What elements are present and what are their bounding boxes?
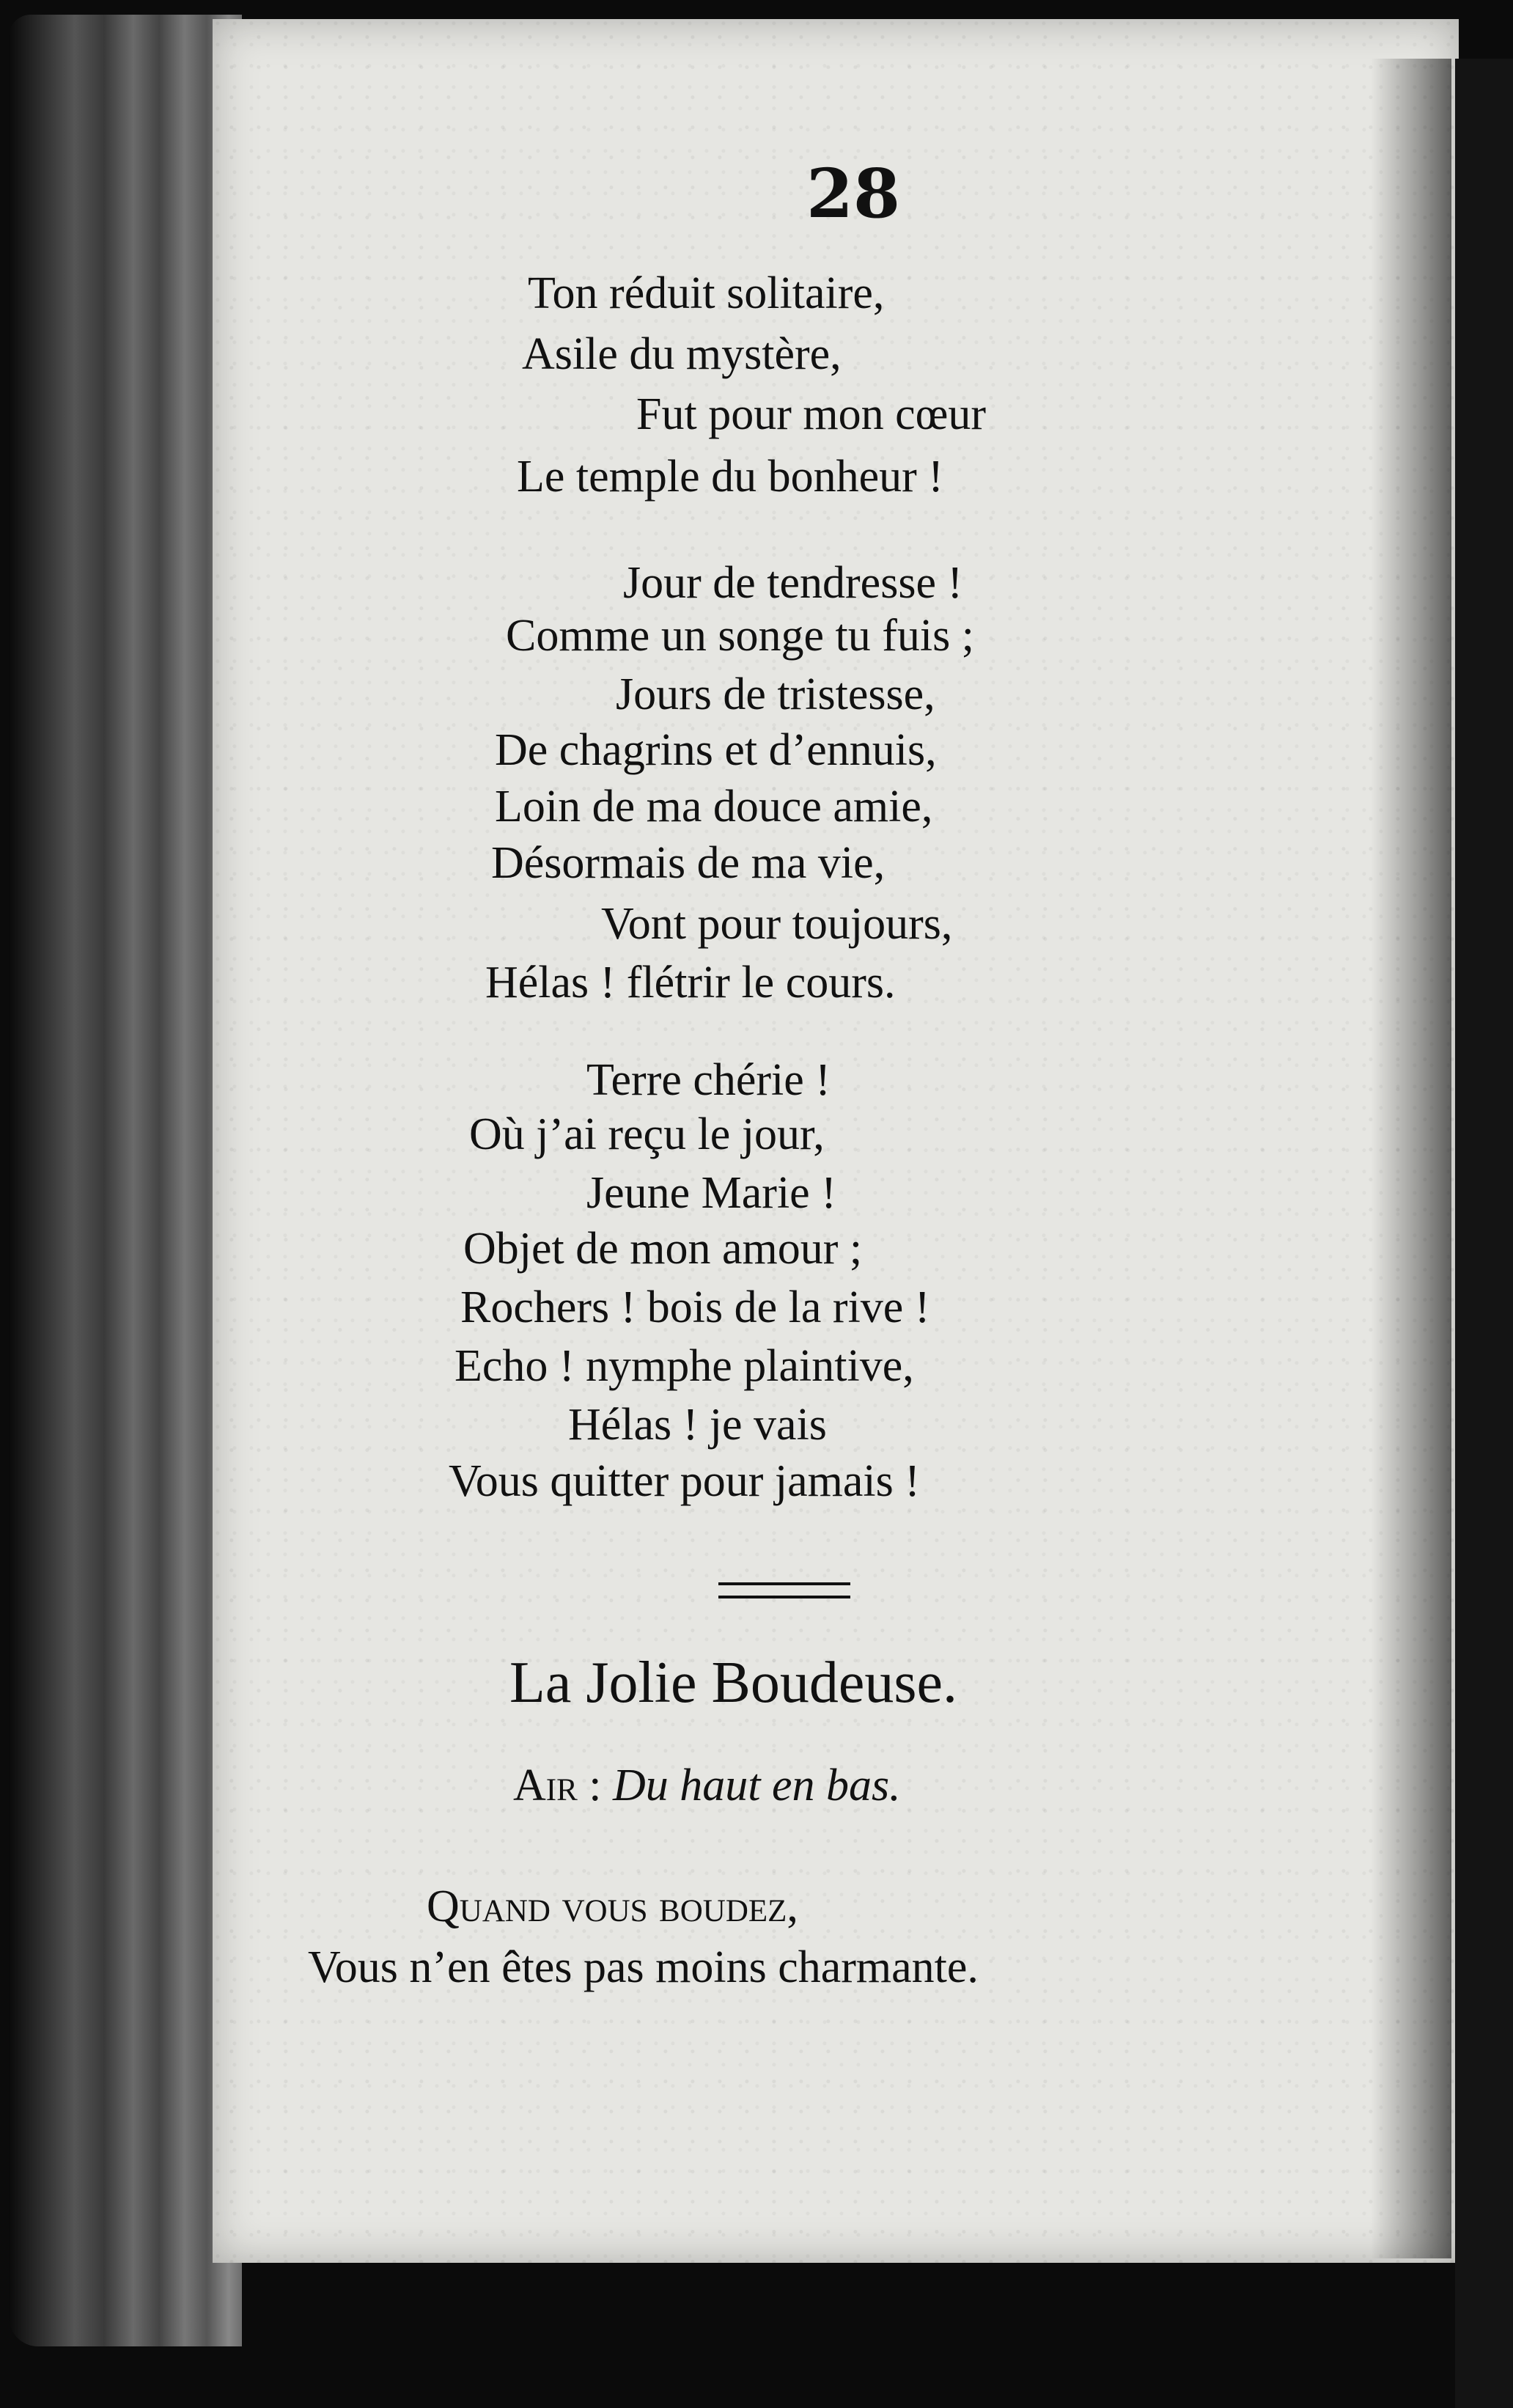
verse-line: Asile du mystère, [522,329,842,379]
song-second-line: Vous n’en êtes pas moins charmante. [308,1942,979,1992]
page-background-edge [1455,59,1513,2408]
air-label: Air : [513,1761,602,1810]
verse-line: Comme un songe tu fuis ; [506,611,974,661]
verse-line: Hélas ! flétrir le cours. [485,958,896,1007]
verse-line: Terre chérie ! [586,1055,831,1105]
divider-rule-top [718,1582,850,1585]
verse-line: Jours de tristesse, [616,669,935,719]
air-line [513,1760,901,1812]
divider-rule-bottom [718,1596,850,1598]
verse-line: Où j’ai reçu le jour, [469,1109,825,1159]
verse-line: Rochers ! bois de la rive ! [460,1282,930,1332]
verse-line: De chagrins et d’ennuis, [495,725,937,775]
verse-line: Echo ! nymphe plaintive, [454,1341,914,1391]
verse-line: Jour de tendresse ! [623,558,963,608]
song-title: La Jolie Boudeuse. [509,1651,957,1715]
verse-line: Ton réduit solitaire, [528,268,885,318]
verse-line: Vont pour toujours, [601,899,953,949]
page-gutter-shadow [1371,59,1451,2258]
verse-line: Désormais de ma vie, [491,838,886,888]
verse-line: Vous quitter pour jamais ! [449,1456,920,1506]
verse-line: Loin de ma douce amie, [495,782,933,832]
verse-line: Objet de mon amour ; [463,1224,863,1274]
song-first-line: Quand vous boudez, [427,1882,798,1931]
page-number: 28 [806,154,901,233]
verse-line: Jeune Marie ! [586,1168,836,1218]
verse-line: Fut pour mon cœur [636,389,987,439]
verse-line: Le temple du bonheur ! [517,452,943,502]
verse-line: Hélas ! je vais [568,1400,827,1450]
air-name: Du haut en bas. [613,1761,901,1810]
book-page-edges [9,15,242,2346]
